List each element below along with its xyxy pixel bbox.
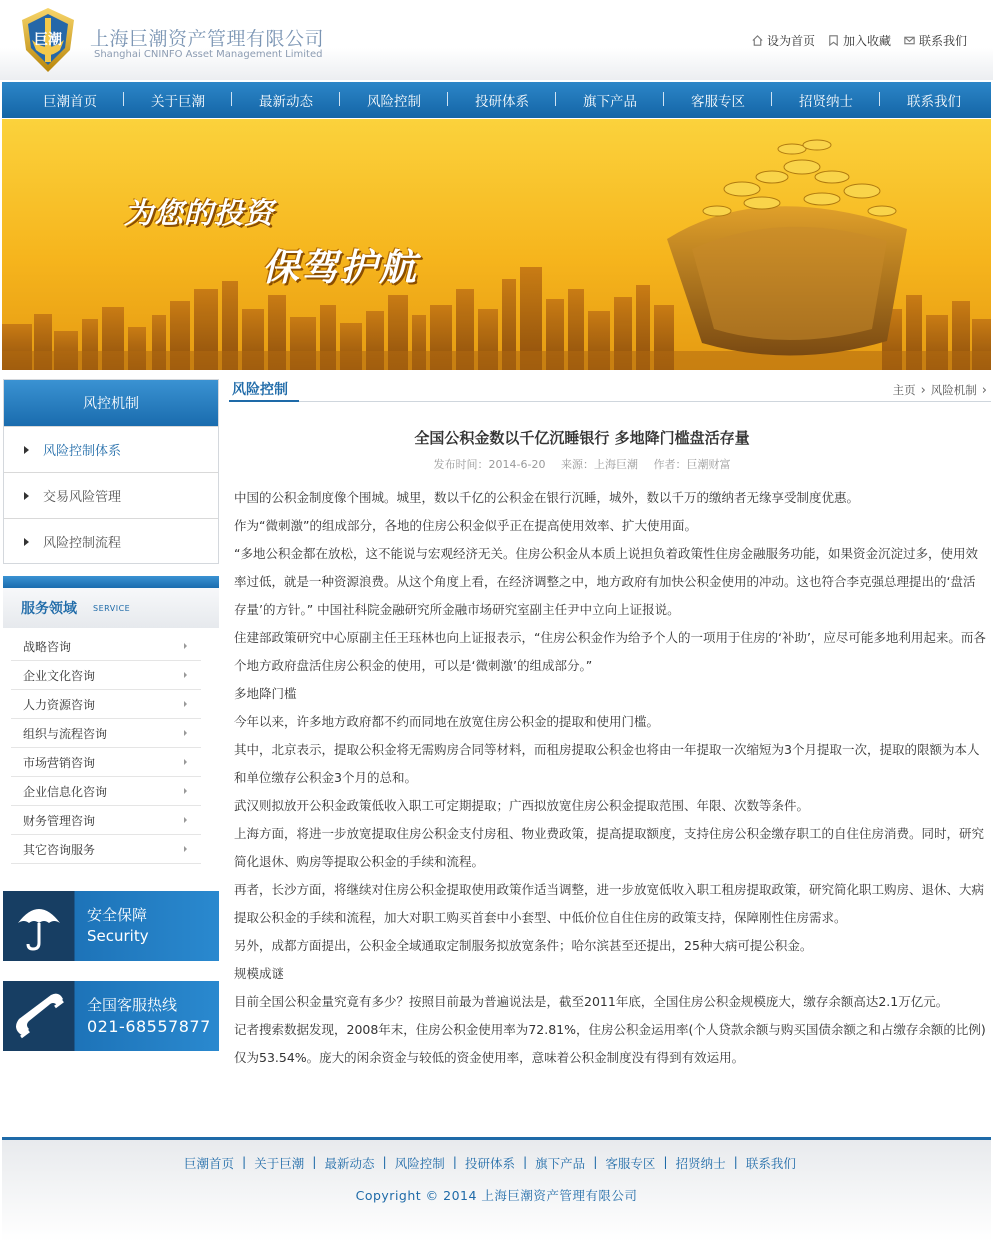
arrow-right-icon	[184, 817, 187, 823]
hotline-number: 021-68557877	[87, 1017, 211, 1036]
article-date: 发布时间：2014-6-20	[433, 458, 546, 471]
set-homepage-label: 设为首页	[766, 34, 815, 48]
list-item-label: 企业信息化咨询	[23, 784, 108, 799]
nav-news[interactable]: 最新动态	[232, 90, 340, 110]
svg-text:巨潮: 巨潮	[34, 32, 62, 48]
sidebar-item-trading-risk[interactable]	[4, 472, 218, 518]
service-item-strategy[interactable]	[11, 632, 201, 661]
nav-customer-service[interactable]: 客服专区	[664, 90, 772, 110]
footer-link-about[interactable]: 关于巨潮	[254, 1156, 305, 1171]
footer-nav	[184, 1154, 796, 1172]
footer-link-home[interactable]: 巨潮首页	[184, 1156, 235, 1171]
arrow-right-icon	[184, 759, 187, 765]
triangle-right-icon	[24, 492, 29, 500]
risk-panel-title: 风控机制	[4, 380, 218, 426]
breadcrumb-current[interactable]: 风险机制	[930, 383, 977, 397]
sidebar-item-risk-system[interactable]	[4, 426, 218, 472]
hero-banner	[2, 119, 991, 370]
sidebar-item-label: 风险控制流程	[43, 536, 122, 551]
arrow-right-icon	[184, 701, 187, 707]
section-divider-accent	[229, 400, 299, 402]
breadcrumb-home[interactable]: 主页	[892, 383, 916, 397]
article-subheading: 规模成谜	[234, 966, 285, 981]
site-header	[0, 0, 993, 80]
article-paragraph: 中国的公积金制度像个围城。城里，数以千亿的公积金在银行沉睡，城外，数以千万的缴纳者无缘享受制度优惠。	[234, 490, 860, 505]
nav-products[interactable]: 旗下产品	[556, 90, 664, 110]
sidebar-item-label: 交易风险管理	[43, 490, 122, 505]
service-panel-subtitle: SERVICE	[93, 603, 131, 613]
company-name-cn: 上海巨潮资产管理有限公司	[90, 28, 325, 50]
list-item-label: 其它咨询服务	[23, 842, 96, 857]
chevron-right-icon: ›	[920, 382, 926, 398]
banner-illustration	[2, 119, 991, 370]
security-subtitle: Security	[87, 927, 149, 945]
list-item-label: 企业文化咨询	[23, 668, 96, 683]
article-source: 来源：上海巨潮	[560, 458, 638, 471]
footer-separator: |	[312, 1154, 317, 1169]
umbrella-icon	[3, 891, 75, 961]
service-item-hr[interactable]	[11, 690, 201, 719]
list-item-label: 财务管理咨询	[23, 813, 96, 828]
service-item-marketing[interactable]	[11, 748, 201, 777]
article-paragraph: 武汉则拟放开公积金政策低收入职工可定期提取；广西拟放宽住房公积金提取范围、年限、次数等条件。	[234, 798, 810, 813]
security-promo[interactable]	[3, 891, 219, 961]
article-title: 全国公积金数以千亿沉睡银行 多地降门槛盘活存量	[414, 429, 750, 447]
nav-careers[interactable]: 招贤纳士	[772, 90, 880, 110]
arrow-right-icon	[184, 846, 187, 852]
article-paragraph: 住建部政策研究中心原副主任王珏林也向上证报表示，“住房公积金作为给予个人的一项用于住房的‘补助’，应尽可能多地利用起来。而各个地方政府盘活住房公积金的使用，可以是‘微刺激’的组成部分。”	[234, 630, 986, 673]
mail-icon	[903, 34, 916, 47]
footer-link-risk[interactable]: 风险控制	[394, 1156, 445, 1171]
footer-separator: |	[593, 1154, 598, 1169]
contact-us-label: 联系我们	[918, 34, 967, 48]
article-paragraph: 其中，北京表示，提取公积金将无需购房合同等材料，而租房提取公积金也将由一年提取一次缩短为3个月提取一次，提取的限额为本人和单位缴存公积金3个月的总和。	[234, 742, 980, 785]
article-author: 作者：巨潮财富	[653, 458, 731, 471]
sidebar-item-risk-process[interactable]	[4, 518, 218, 564]
service-areas-panel	[3, 576, 219, 866]
article-paragraph: 另外，成都方面提出，公积金全域通取定制服务拟放宽条件；哈尔滨甚至还提出，25种大病可提公积金。	[234, 938, 813, 953]
service-panel-header	[3, 588, 219, 628]
footer-link-service[interactable]: 客服专区	[605, 1156, 656, 1171]
article-meta	[232, 456, 932, 472]
sidebar-item-label: 风险控制体系	[43, 444, 122, 459]
article-paragraph: 作为“微刺激”的组成部分，各地的住房公积金似乎正在提高使用效率、扩大使用面。	[234, 518, 697, 533]
breadcrumb	[893, 382, 987, 398]
main-nav	[2, 82, 991, 118]
set-homepage-link[interactable]	[751, 32, 815, 49]
banner-slogan-line2: 保驾护航	[262, 246, 418, 289]
list-item-label: 市场营销咨询	[23, 755, 96, 770]
add-favorite-label: 加入收藏	[842, 34, 891, 48]
risk-mechanism-panel	[3, 379, 219, 564]
company-logo[interactable]	[18, 6, 78, 74]
home-icon	[751, 34, 764, 47]
banner-slogan-line1: 为您的投资	[124, 196, 275, 230]
service-item-finance[interactable]	[11, 806, 201, 835]
site-footer	[2, 1137, 991, 1242]
footer-link-products[interactable]: 旗下产品	[535, 1156, 586, 1171]
nav-risk-control[interactable]: 风险控制	[340, 90, 448, 110]
footer-link-research[interactable]: 投研体系	[464, 1156, 515, 1171]
article-paragraph: 目前全国公积金量究竟有多少？按照目前最为普遍说法是，截至2011年底，全国住房公积金规模庞大，缴存余额高达2.1万亿元。	[234, 994, 949, 1009]
service-item-it[interactable]	[11, 777, 201, 806]
article-paragraph: 再者，长沙方面，将继续对住房公积金提取使用政策作适当调整，进一步放宽低收入职工租房提取政策，研究简化职工购房、退休、大病提取公积金的手续和流程，加大对职工购买首套中小套型、中低价位自住住房的政策支持，保障刚性住房需求。	[234, 882, 985, 925]
footer-separator: |	[522, 1154, 528, 1169]
section-title: 风险控制	[232, 382, 288, 398]
footer-separator: |	[382, 1154, 387, 1169]
add-favorite-link[interactable]	[827, 32, 891, 49]
arrow-right-icon	[184, 730, 187, 736]
arrow-right-icon	[184, 672, 187, 678]
hotline-title: 全国客服热线	[87, 996, 178, 1014]
security-title: 安全保障	[87, 906, 148, 924]
phone-icon	[3, 981, 75, 1051]
nav-home[interactable]: 巨潮首页	[2, 90, 124, 110]
footer-link-news[interactable]: 最新动态	[324, 1156, 375, 1171]
article-paragraph: 上海方面，将进一步放宽提取住房公积金支付房租、物业费政策，提高提取额度，支持住房公积金缴存职工的自住住房消费。同时，研究简化退休、购房等提取公积金的手续和流程。	[234, 826, 985, 869]
article-paragraph: 今年以来，许多地方政府都不约而同地在放宽住房公积金的提取和使用门槛。	[234, 714, 660, 729]
list-item-label: 组织与流程咨询	[23, 726, 108, 741]
company-name-en: Shanghai CNINFO Asset Management Limited	[94, 49, 323, 60]
footer-separator: |	[242, 1154, 247, 1169]
article-body	[234, 484, 986, 1072]
footer-separator: |	[733, 1154, 738, 1169]
service-item-organization[interactable]	[11, 719, 201, 748]
service-item-other[interactable]	[11, 835, 201, 864]
footer-link-careers[interactable]: 招贤纳士	[675, 1156, 726, 1171]
section-divider	[229, 401, 991, 402]
article-paragraph: 记者搜索数据发现，2008年末，住房公积金使用率为72.81%，住房公积金运用率(个人贷款余额与购买国债余额之和占缴存余额的比例)仅为53.54%。庞大的闲余资金与较低的资金使用率，意味着公积金制度没有得到有效运用。	[234, 1022, 986, 1065]
footer-separator: |	[452, 1154, 457, 1169]
copyright: Copyright © 2014 上海巨潮资产管理有限公司	[355, 1188, 638, 1203]
arrow-right-icon	[184, 788, 187, 794]
triangle-right-icon	[24, 446, 29, 454]
service-item-culture[interactable]	[11, 661, 201, 690]
chevron-right-icon: ›	[981, 382, 987, 398]
nav-about[interactable]: 关于巨潮	[124, 90, 232, 110]
article-subheading: 多地降门槛	[234, 686, 297, 701]
arrow-right-icon	[184, 643, 187, 649]
service-panel-title: 服务领域	[21, 601, 77, 617]
footer-link-contact[interactable]: 联系我们	[745, 1156, 796, 1171]
top-links	[751, 32, 967, 49]
list-item-label: 战略咨询	[23, 639, 72, 654]
service-list	[3, 628, 219, 864]
article-paragraph: “多地公积金都在放松，这不能说与宏观经济无关。住房公积金从本质上说担负着政策性住房金融服务功能，如果资金沉淀过多，使用效率过低，就是一种资源浪费。从这个角度上看，在经济调整之中，地方政府有加快公积金使用的冲动。这也符合李克强总理提出的‘盘活存量’的方针。” 中国社科院金融研究所金融市场研究室副主任尹中立向上证报说。	[234, 546, 978, 617]
footer-separator: |	[663, 1154, 668, 1169]
triangle-right-icon	[24, 538, 29, 546]
contact-us-link[interactable]	[903, 32, 967, 49]
nav-contact[interactable]: 联系我们	[907, 94, 961, 110]
nav-research[interactable]: 投研体系	[448, 90, 556, 110]
bookmark-icon	[827, 34, 840, 47]
hotline-promo[interactable]	[3, 981, 219, 1051]
service-panel-bar	[3, 576, 219, 588]
list-item-label: 人力资源咨询	[23, 697, 96, 712]
